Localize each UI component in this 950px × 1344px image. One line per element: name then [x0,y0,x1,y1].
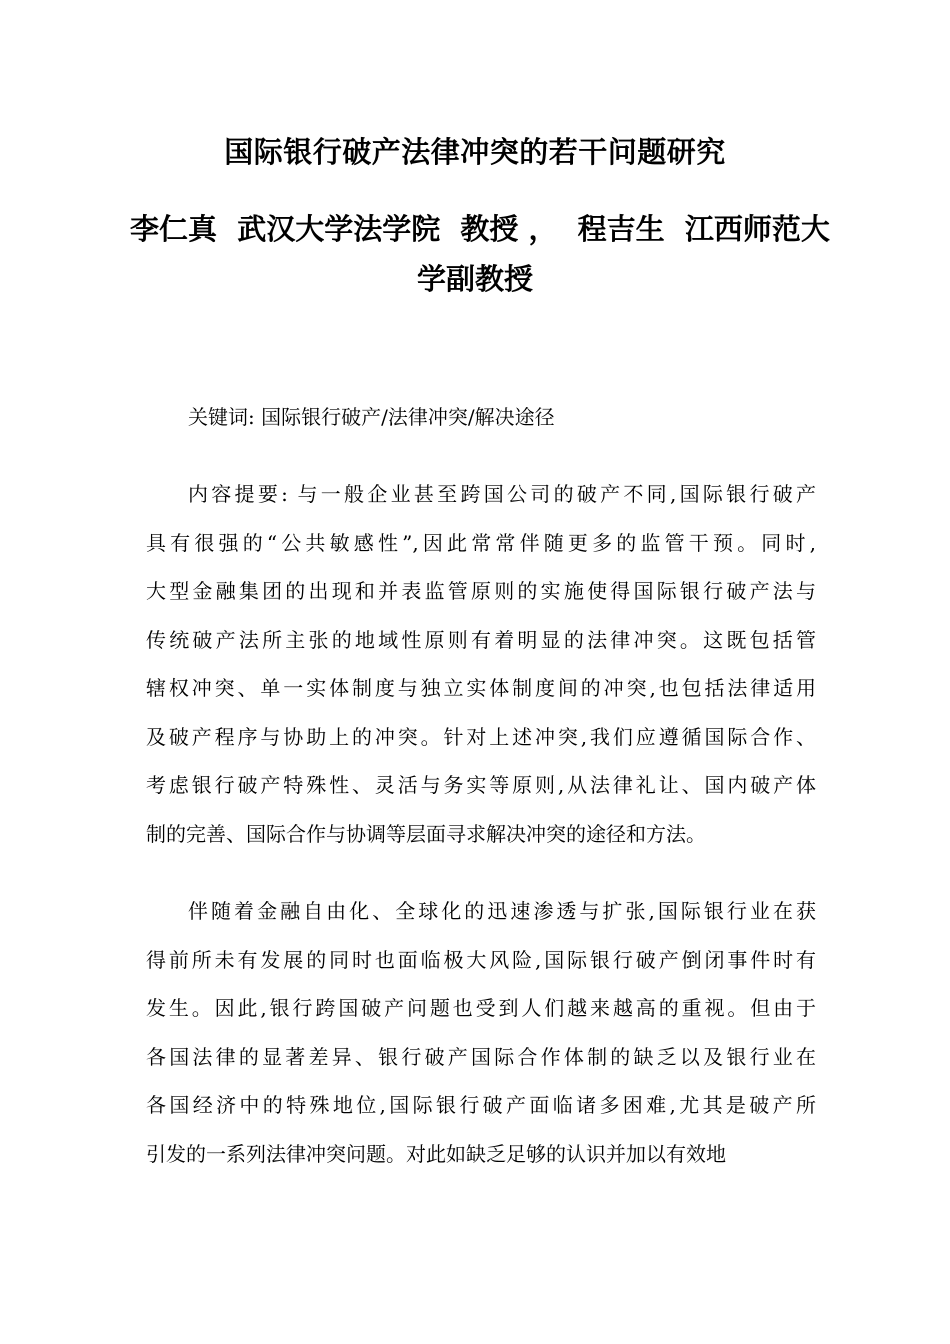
body-line: 引发的一系列法律冲突问题。对此如缺乏足够的认识并加以有效地 [146,1141,726,1166]
author-info [130,204,830,304]
abstract-line: 具有很强的“公共敏感性”,因此常常伴随更多的监管干预。同时, [146,530,816,555]
abstract-paragraph [146,470,816,858]
body-line: 各国法律的显著差异、银行破产国际合作体制的缺乏以及银行业在 [146,1044,816,1069]
abstract-line: 及破产程序与协助上的冲突。针对上述冲突,我们应遵循国际合作、 [146,724,816,749]
body-line: 伴随着金融自由化、全球化的迅速渗透与扩张,国际银行业在获 [188,899,816,923]
abstract-line: 制的完善、国际合作与协调等层面寻求解决冲突的途径和方法。 [146,821,706,846]
abstract-line: 大型金融集团的出现和并表监管原则的实施使得国际银行破产法与 [146,579,816,603]
body-line: 发生。因此,银行跨国破产问题也受到人们越来越高的重视。但由于 [146,996,816,1020]
abstract-line: 考虑银行破产特殊性、灵活与务实等原则,从法律礼让、国内破产体 [146,773,816,797]
body-line: 得前所未有发展的同时也面临极大风险,国际银行破产倒闭事件时有 [146,947,816,972]
body-line: 各国经济中的特殊地位,国际银行破产面临诸多困难,尤其是破产所 [146,1093,816,1117]
abstract-line: 传统破产法所主张的地域性原则有着明显的法律冲突。这既包括管 [146,627,816,652]
author-line-2: 学副教授 [416,262,533,296]
body-paragraph [146,887,816,1178]
author-line-1: 李仁真 武汉大学法学院 教授 ， 程吉生 江西师范大 [130,212,830,246]
document-title: 国际银行破产法律冲突的若干问题研究 [224,135,726,169]
keywords-line: 关键词: 国际银行破产/法律冲突/解决途径 [188,405,555,429]
abstract-line: 内容提要: 与一般企业甚至跨国公司的破产不同,国际银行破产 [188,482,816,506]
abstract-line: 辖权冲突、单一实体制度与独立实体制度间的冲突,也包括法律适用 [146,676,816,700]
